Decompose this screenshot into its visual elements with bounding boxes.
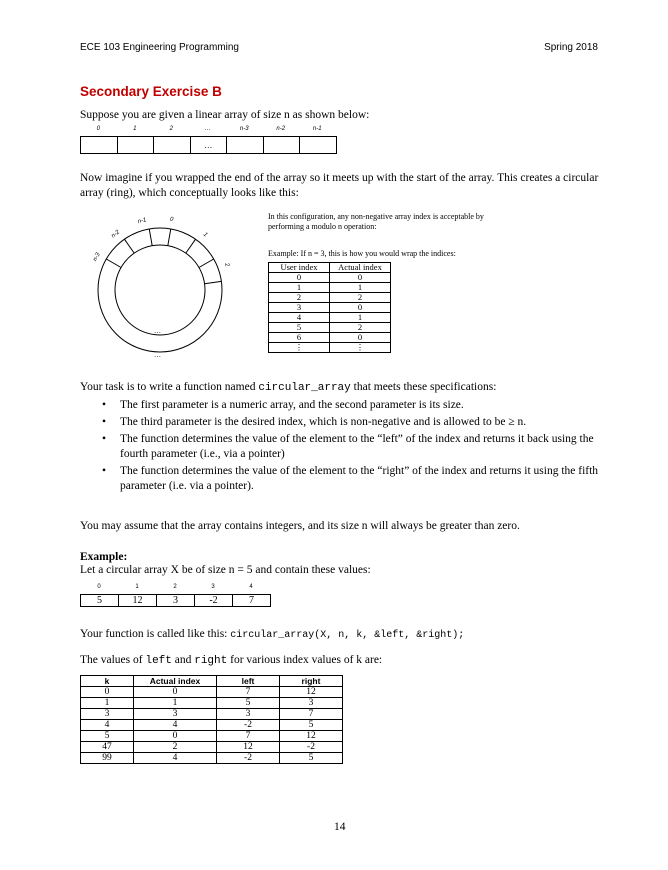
- result-table-cell: 47: [81, 742, 134, 753]
- ring-spoke: [106, 259, 121, 268]
- spec-bullet: • The function determines the value of the element to the “right” of the index and returns it using the fifth parameter (i.e. via a pointer).: [80, 464, 600, 494]
- result-table-cell: 1: [81, 698, 134, 709]
- result-table-cell: 1: [134, 698, 217, 709]
- result-table-row: [81, 742, 343, 753]
- wrap-table-row: [269, 293, 391, 303]
- linear-array: [80, 126, 336, 158]
- result-table-cell: -2: [217, 720, 280, 731]
- wrap-table-row: [269, 283, 391, 293]
- task-intro-post: that meets these specifications:: [350, 381, 497, 393]
- spec-bullet: • The first parameter is a numeric array, and the second parameter is its size.: [80, 398, 600, 413]
- wrap-table-cell: 1: [330, 283, 391, 293]
- wrap-table-cell: 0: [330, 333, 391, 343]
- result-table-cell: 5: [280, 753, 343, 764]
- result-header-actual: Actual index: [134, 676, 217, 687]
- linear-array-cell: [299, 136, 337, 154]
- task-intro: [80, 380, 496, 396]
- values-pre: The values of: [80, 654, 146, 666]
- wrap-paragraph: Now imagine if you wrapped the end of the array so it meets up with the start of the array. This creates a circular array (ring), which conceptually looks like this:: [80, 172, 599, 199]
- call-code: circular_array(X, n, k, &left, &right);: [230, 630, 465, 641]
- wrap-table-cell: ⋮: [269, 343, 330, 353]
- wrap-table-cell: 2: [269, 293, 330, 303]
- linear-array-cell: [263, 136, 301, 154]
- linear-index-label: n-1: [312, 126, 322, 132]
- result-table-cell: 0: [134, 687, 217, 698]
- linear-array-cell: [153, 136, 191, 154]
- result-table-cell: 4: [81, 720, 134, 731]
- wrap-table-cell: 1: [330, 313, 391, 323]
- result-table-row: [81, 753, 343, 764]
- wrap-table-cell: 2: [330, 293, 391, 303]
- result-table-cell: -2: [217, 753, 280, 764]
- result-header-left: left: [217, 676, 280, 687]
- x-index-label: 3: [211, 584, 215, 590]
- wrap-table-cell: 2: [330, 323, 391, 333]
- example-heading: Example:: [80, 551, 128, 563]
- call-line: [80, 627, 464, 643]
- linear-index-label: n-2: [276, 126, 286, 132]
- x-array-cell: 3: [156, 594, 195, 607]
- ring-index-label: n-3: [92, 252, 102, 263]
- result-table-cell: 3: [280, 698, 343, 709]
- x-array-cell: 12: [118, 594, 157, 607]
- result-table-row: [81, 720, 343, 731]
- result-table-row: [81, 731, 343, 742]
- ring-index-label: 2: [223, 262, 230, 268]
- wrap-header-user: User index: [269, 263, 330, 273]
- linear-array-cell: [117, 136, 155, 154]
- linear-index-label: n-3: [239, 126, 249, 132]
- spec-bullet: • The function determines the value of the element to the “left” of the index and returns it back using the fourth parameter (i.e., via a pointer): [80, 432, 600, 462]
- result-table-cell: 5: [280, 720, 343, 731]
- result-table-cell: 7: [217, 687, 280, 698]
- result-table-cell: 4: [134, 753, 217, 764]
- wrap-table-row: [269, 303, 391, 313]
- wrap-table-row: [269, 343, 391, 353]
- ring-diagram: [80, 205, 240, 365]
- result-table-cell: 5: [81, 731, 134, 742]
- values-left: left: [145, 655, 172, 667]
- wrap-table-cell: 0: [269, 273, 330, 283]
- ring-index-label: 0: [169, 216, 174, 224]
- wrap-table-cell: 0: [330, 303, 391, 313]
- task-function-name: circular_array: [258, 382, 351, 394]
- intro-text: Suppose you are given a linear array of size n as shown below:: [80, 109, 370, 121]
- result-table-cell: 12: [280, 687, 343, 698]
- result-table-cell: 7: [217, 731, 280, 742]
- result-table-cell: 99: [81, 753, 134, 764]
- linear-index-label: 0: [96, 126, 100, 132]
- spec-list: [80, 398, 600, 496]
- wrap-table-cell: 6: [269, 333, 330, 343]
- config-text: In this configuration, any non-negative array index is acceptable by performing a modulo n operation:: [268, 212, 484, 231]
- linear-array-cell: [80, 136, 118, 154]
- values-post: for various index values of k are:: [227, 654, 383, 666]
- x-index-label: 1: [135, 584, 139, 590]
- result-table-cell: 2: [134, 742, 217, 753]
- result-table-cell: 12: [280, 731, 343, 742]
- x-array-cell: 5: [80, 594, 119, 607]
- x-array-cell: 7: [232, 594, 271, 607]
- x-index-label: 4: [249, 584, 253, 590]
- wrap-table: [268, 262, 391, 353]
- linear-array-cell: [226, 136, 264, 154]
- ring-dots-outer: …: [154, 351, 161, 359]
- result-table-cell: 3: [217, 709, 280, 720]
- result-table-row: [81, 687, 343, 698]
- wrap-table-cell: 1: [269, 283, 330, 293]
- result-table: [80, 675, 343, 764]
- example-text: Example: If n = 3, this is how you would wrap the indices:: [268, 249, 456, 258]
- result-table-cell: 4: [134, 720, 217, 731]
- wrap-table-cell: ⋮: [330, 343, 391, 353]
- linear-index-label: 1: [133, 126, 137, 132]
- ring-dots-inner: …: [154, 327, 161, 335]
- result-header-k: k: [81, 676, 134, 687]
- ring-spoke: [205, 281, 222, 283]
- x-array-cell: -2: [194, 594, 233, 607]
- values-right: right: [194, 655, 228, 667]
- task-intro-pre: Your task is to write a function named: [80, 381, 259, 393]
- wrap-header-actual: Actual index: [330, 263, 391, 273]
- wrap-table-row: [269, 273, 391, 283]
- wrap-table-row: [269, 333, 391, 343]
- result-header-right: right: [280, 676, 343, 687]
- linear-index-label: …: [204, 126, 211, 132]
- values-line: [80, 653, 382, 669]
- wrap-table-cell: 0: [330, 273, 391, 283]
- wrap-table-row: [269, 313, 391, 323]
- ring-spoke: [124, 239, 134, 253]
- wrap-table-cell: 3: [269, 303, 330, 313]
- ring-spoke: [186, 239, 196, 253]
- page-title: Secondary Exercise B: [80, 84, 222, 99]
- x-index-label: 0: [97, 584, 101, 590]
- wrap-table-row: [269, 323, 391, 333]
- call-pre: Your function is called like this:: [80, 628, 231, 640]
- ring-index-label: 1: [201, 231, 209, 239]
- linear-index-label: 2: [169, 126, 173, 132]
- x-index-label: 2: [173, 584, 177, 590]
- ring-spoke: [168, 229, 171, 246]
- result-table-cell: -2: [280, 742, 343, 753]
- header-course: ECE 103 Engineering Programming: [80, 42, 239, 53]
- result-table-cell: 0: [134, 731, 217, 742]
- wrap-table-cell: 5: [269, 323, 330, 333]
- ring-index-label: n-1: [137, 217, 148, 226]
- result-table-cell: 12: [217, 742, 280, 753]
- result-table-row: [81, 709, 343, 720]
- wrap-table-cell: 4: [269, 313, 330, 323]
- ring-spoke: [149, 229, 152, 246]
- ring-index-label: n-2: [110, 229, 122, 240]
- assume-text: You may assume that the array contains integers, and its size n will always be greater than zero.: [80, 520, 520, 532]
- spec-bullet: • The third parameter is the desired index, which is non-negative and is allowed to be ≥ n.: [80, 415, 600, 430]
- ring-spoke: [199, 259, 214, 268]
- result-table-row: [81, 698, 343, 709]
- result-table-cell: 3: [134, 709, 217, 720]
- result-table-cell: 0: [81, 687, 134, 698]
- header-term: Spring 2018: [544, 42, 598, 53]
- example-line: Let a circular array X be of size n = 5 and contain these values:: [80, 564, 371, 576]
- page-number: 14: [334, 821, 346, 833]
- result-table-cell: 7: [280, 709, 343, 720]
- result-table-cell: 5: [217, 698, 280, 709]
- result-table-cell: 3: [81, 709, 134, 720]
- values-and: and: [171, 654, 195, 666]
- linear-array-cell: …: [190, 136, 228, 154]
